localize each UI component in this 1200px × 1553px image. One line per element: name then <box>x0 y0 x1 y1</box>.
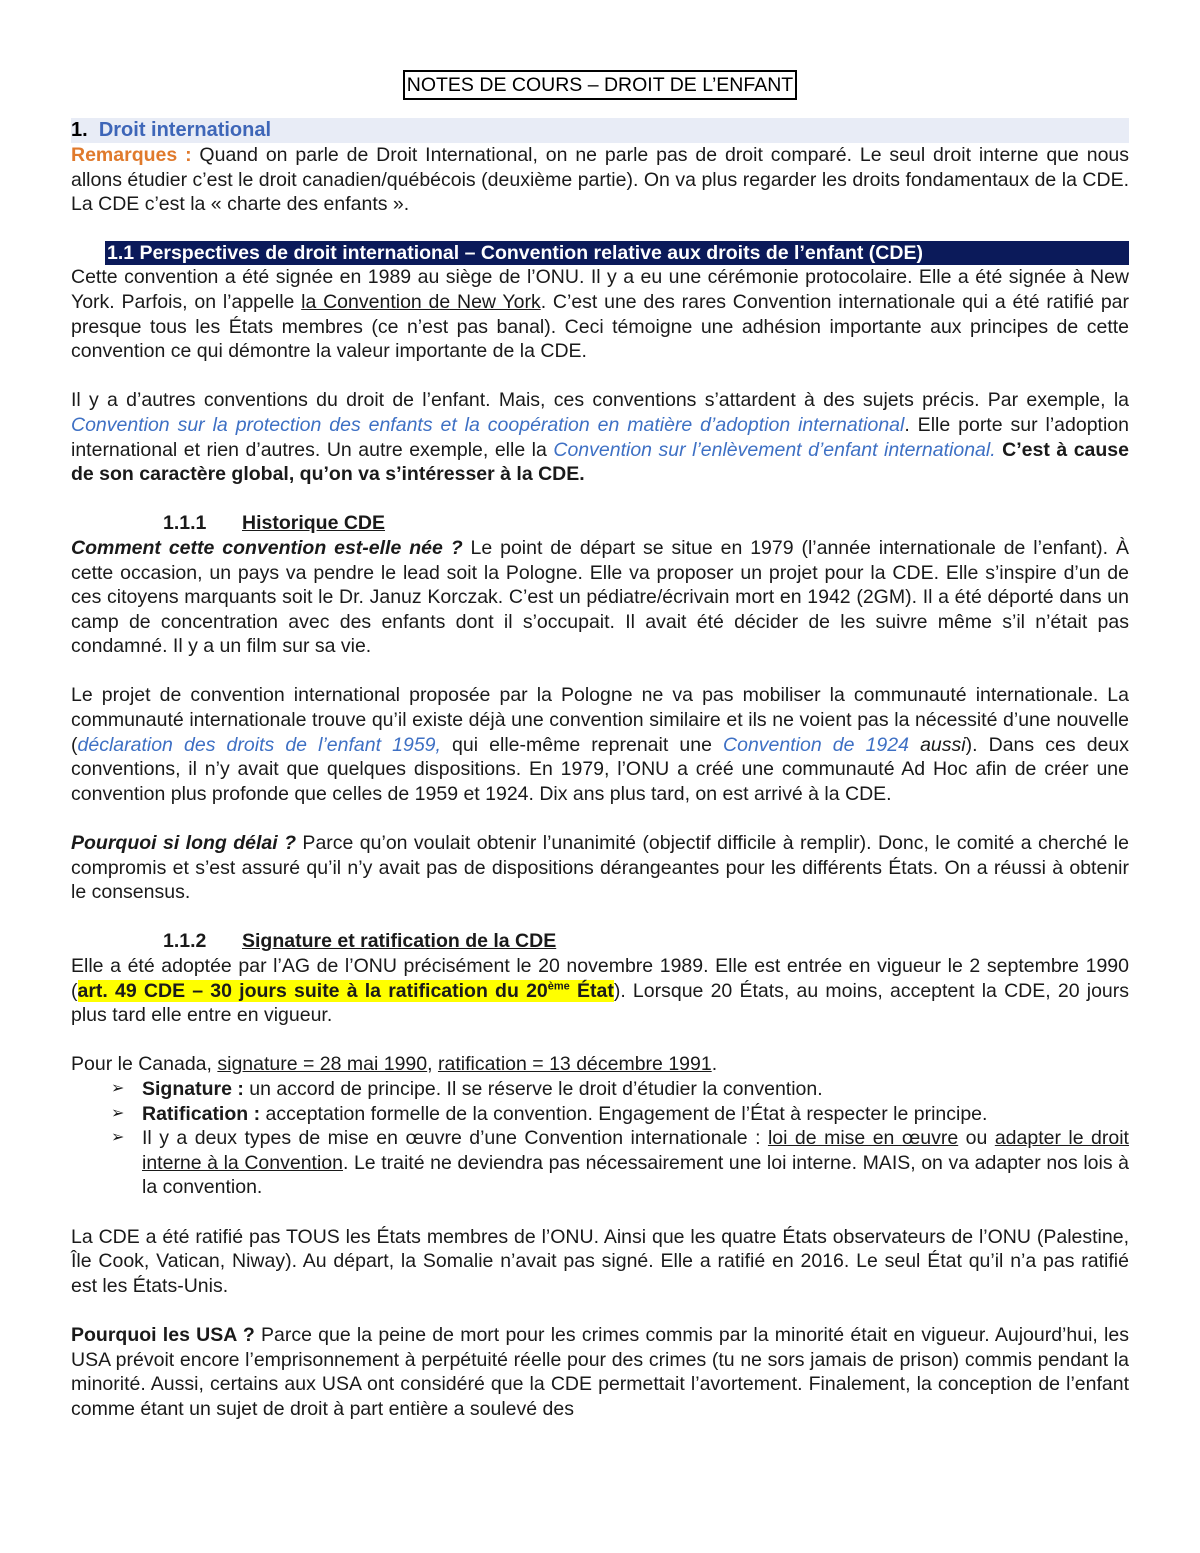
highlighted-article <box>78 980 614 1002</box>
paragraph-8: La CDE a été ratifié pas TOUS les États membres de l’ONU. Ainsi que les quatre États observateurs de l’ONU (Palestine, Île Cook, Vatican, Niway). Au départ, la Somalie n’avait pas signé. Elle a ratifié en 2016. Le seul État qu’il n’a pas ratifié est les États-Unis. <box>71 1225 1129 1297</box>
text: ). Lorsque 20 États, au moins, acceptent la CDE, 20 jours plus tard elle entre en vigueur. <box>71 979 1129 1027</box>
text: Parce qu’on voulait obtenir l’unanimité (objectif difficile à remplir). Donc, le comité a cherché le compromis et s’est assuré qu’il n’y avait pas de dispositions dérangeantes pour les différents États. On a réussi à obtenir le consensus. <box>71 832 1129 904</box>
arrow-bullet-icon: ➢ <box>111 1104 125 1122</box>
paragraph-4 <box>71 683 1129 806</box>
italic-text: aussi <box>920 733 966 756</box>
question-text: Comment cette convention est-elle née ? <box>71 536 463 559</box>
document-body <box>71 70 1129 1421</box>
text: Elle a été adoptée par l’AG de l’ONU précisément le 20 novembre 1989. Elle est entrée en vigueur le 2 septembre 1990 ( <box>71 955 1129 1002</box>
heading-title: Droit international <box>98 119 272 141</box>
document-title: NOTES DE COURS – DROIT DE L’ENFANT <box>403 70 797 100</box>
highlight-text: art. 49 CDE – 30 jours suite à la ratification du 20 <box>77 979 548 1002</box>
text: Il y a d’autres conventions du droit de l’enfant. Mais, ces conventions s’attardent à des sujets précis. Par exemple, la <box>71 389 1129 412</box>
heading-number: 1. <box>71 119 88 141</box>
text: . C’est une des rares Convention internationale qui a été ratifié par presque tous les États membres (ce n’est pas banal). Ceci témoigne une adhésion importante aux principes de cette convention ce qui démontre la valeur importante de la CDE. <box>71 290 1130 363</box>
paragraph-7 <box>71 1052 1129 1077</box>
text: . Le traité ne deviendra pas nécessairement une loi interne. MAIS, on va adapter nos lois à la convention. <box>142 1151 1129 1199</box>
underlined-text: adapter le droit interne à la Convention <box>142 1127 1129 1174</box>
list-item <box>111 1126 1129 1200</box>
paragraph-9 <box>71 1323 1129 1421</box>
text: acceptation formelle de la convention. Engagement de l’État à respecter le principe. <box>260 1102 988 1125</box>
text: ou <box>958 1127 995 1150</box>
heading-number: 1.1.2 <box>163 930 207 953</box>
list-item <box>111 1102 1129 1127</box>
bold-text: C’est à cause de son caractère global, qu’on va s’intéresser à la CDE. <box>71 438 1129 486</box>
bold-text: Ratification : <box>142 1102 261 1125</box>
convention-reference: Convention sur l’enlèvement d’enfant international. <box>553 438 996 461</box>
bullet-list <box>71 1077 1129 1200</box>
heading-section-1 <box>71 118 1129 143</box>
paragraph-2 <box>71 388 1129 486</box>
text: . <box>711 1053 718 1076</box>
heading-title: Signature et ratification de la CDE <box>242 930 557 953</box>
heading-number: 1.1.1 <box>163 512 207 535</box>
remarques-text: Quand on parle de Droit International, on ne parle pas de droit comparé. Le seul droit interne que nous allons étudier c’est le droit canadien/québécois (deuxième partie). On va plus regarder les droits fondamentaux de la CDE. La CDE c’est la « charte des enfants ». <box>71 144 1130 216</box>
text: un accord de principe. Il se réserve le droit d’étudier la convention. <box>243 1077 823 1100</box>
convention-reference: Convention sur la protection des enfants et la coopération en matière d’adoption international <box>71 413 905 436</box>
convention-reference: déclaration des droits de l’enfant 1959, <box>77 733 441 756</box>
superscript: ème <box>547 980 570 993</box>
arrow-bullet-icon: ➢ <box>111 1079 125 1097</box>
text: , <box>427 1053 438 1076</box>
heading-section-1-1-2 <box>163 929 1129 954</box>
text: Pour le Canada, <box>71 1053 218 1076</box>
text: ). Dans ces deux conventions, il n’y avait que quelques dispositions. En 1979, l’ONU a créé une communauté Ad Hoc afin de créer une convention plus profonde que celles de 1959 et 1924. Dix ans plus tard, on est arrivé à la CDE. <box>71 733 1129 805</box>
underlined-text: signature = 28 mai 1990 <box>217 1053 428 1076</box>
paragraph-6 <box>71 954 1129 1028</box>
text: Le projet de convention international proposée par la Pologne ne va pas mobiliser la communauté internationale. La communauté internationale trouve qu’il existe déjà une convention similaire et ils ne voient pas la nécessité d’une nouvelle ( <box>71 684 1129 756</box>
text: qui elle-même reprenait une <box>440 733 724 756</box>
arrow-bullet-icon: ➢ <box>111 1129 125 1147</box>
underlined-text: loi de mise en œuvre <box>767 1127 959 1150</box>
underlined-text: ratification = 13 décembre 1991 <box>437 1053 712 1076</box>
remarques-label: Remarques : <box>71 144 192 166</box>
paragraph-1 <box>71 265 1129 363</box>
text: Il y a deux types de mise en œuvre d’une Convention internationale : <box>142 1127 768 1150</box>
text: Cette convention a été signée en 1989 au siège de l’ONU. Il y a eu une cérémonie protocolaire. Elle a été signée à New York. Parfois, on l’appelle <box>71 266 1129 313</box>
text: Le point de départ se situe en 1979 (l’année internationale de l’enfant). À cette occasion, un pays va pendre le lead soit la Pologne. Elle va proposer un projet pour la CDE. Elle s’inspire d’un de ces citoyens marquants soit le Dr. Januz Korczak. C’est un pédiatre/écrivain mort en 1942 (2GM). Il a été déporté dans un camp de concentration avec des enfants dont il s’occupait. Il avait été décider de les suivre même s’il n’était pas condamné. Il y a un film sur sa vie. <box>71 536 1129 658</box>
remarques-paragraph <box>71 143 1129 217</box>
question-text: Pourquoi les USA ? <box>71 1323 255 1346</box>
paragraph-3 <box>71 536 1129 659</box>
heading-section-1-1: 1.1 Perspectives de droit international – Convention relative aux droits de l’enfant (CDE) <box>105 241 1129 265</box>
heading-title: Historique CDE <box>242 512 386 535</box>
question-text: Pourquoi si long délai ? <box>71 832 297 855</box>
paragraph-5 <box>71 831 1129 905</box>
text <box>909 734 920 756</box>
underlined-text: la Convention de New York <box>301 290 541 313</box>
text: Parce que la peine de mort pour les crimes commis par la minorité était en vigueur. Aujourd’hui, les USA prévoit encore l’emprisonnement à perpétuité réelle pour des crimes (tu ne sors jamais de prison) commis pendant la minorité. Aussi, certains aux USA ont considéré que la CDE permettait l’avortement. Finalement, la conception de l’enfant comme étant un sujet de droit à part entière a soulevé des <box>71 1323 1129 1420</box>
convention-reference: Convention de 1924 <box>723 733 909 756</box>
text: . Elle porte sur l’adoption international et rien d’autres. Un autre exemple, elle la <box>71 413 1129 461</box>
bold-text: Signature : <box>142 1077 244 1100</box>
heading-section-1-1-1 <box>163 511 1129 536</box>
list-item <box>111 1077 1129 1102</box>
highlight-text: État <box>569 979 614 1002</box>
title-wrap <box>71 70 1129 100</box>
